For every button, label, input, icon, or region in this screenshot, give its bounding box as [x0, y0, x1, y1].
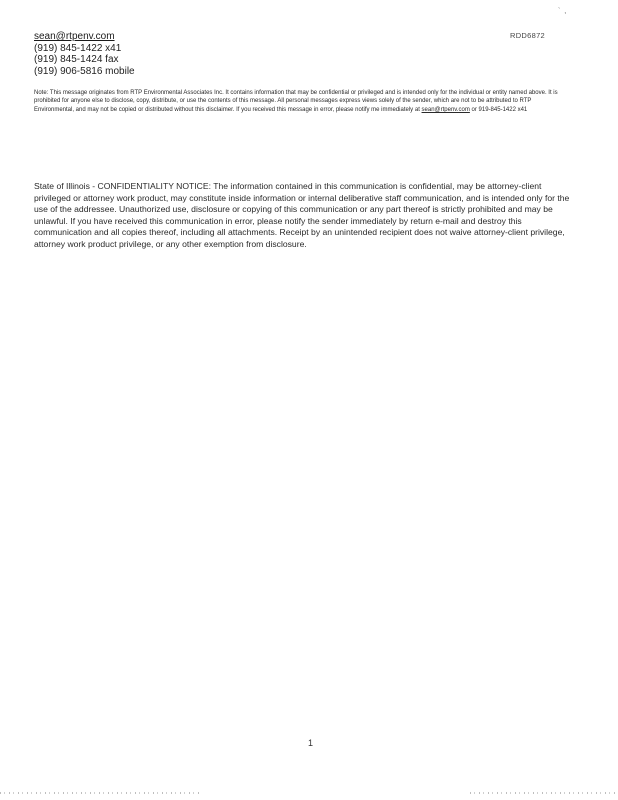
contact-phone: (919) 845-1422 x41: [34, 42, 122, 54]
contact-mobile: (919) 906-5816 mobile: [34, 65, 135, 77]
scan-edge-right: [470, 792, 618, 794]
page-identifier: RDD6872: [510, 31, 546, 40]
note-text: Note: This message originates from RTP Environmental Associates Inc. It contains information that may be confidential or privileged and is intended only for the individual or entity named above. It is prohibited for anyone else to disclose, copy, distribute, or use the contents of this message. All personal messages express views solely of the sender, which are not to be attributed to RTP Environmental, and may not be copied or distributed without this disclaimer. If you received this message in error, please notify me immediately at: [34, 90, 558, 113]
note-tail: or 919-845-1422 x41: [471, 106, 528, 113]
email-disclaimer-note: [34, 89, 569, 114]
contact-fax: (919) 845-1424 fax: [34, 54, 119, 65]
corner-scan-mark: ` ,: [558, 8, 568, 15]
page-number: 1: [308, 738, 314, 748]
contact-block: [34, 31, 135, 77]
contact-email[interactable]: sean@rtpenv.com: [34, 31, 115, 42]
scan-edge-left: [0, 792, 200, 794]
confidentiality-notice: State of Illinois - CONFIDENTIALITY NOTICE: The information contained in this communication is confidential, may be attorney-client privileged or attorney work product, may constitute inside information or internal deliberative staff communication, and is intended only for the use of the addressee. Unauthorized use, disclosure or copying of this communication or any part thereof is strictly prohibited and may be unlawful. If you have received this communication in error, please notify the sender immediately by return e-mail and destroy this communication and all copies thereof, including all attachments. Receipt by an unintended recipient does not waive attorney-client privilege, attorney work product privilege, or any other exemption from disclosure.: [34, 181, 570, 249]
note-email-link[interactable]: sean@rtpenv.com: [421, 106, 470, 113]
